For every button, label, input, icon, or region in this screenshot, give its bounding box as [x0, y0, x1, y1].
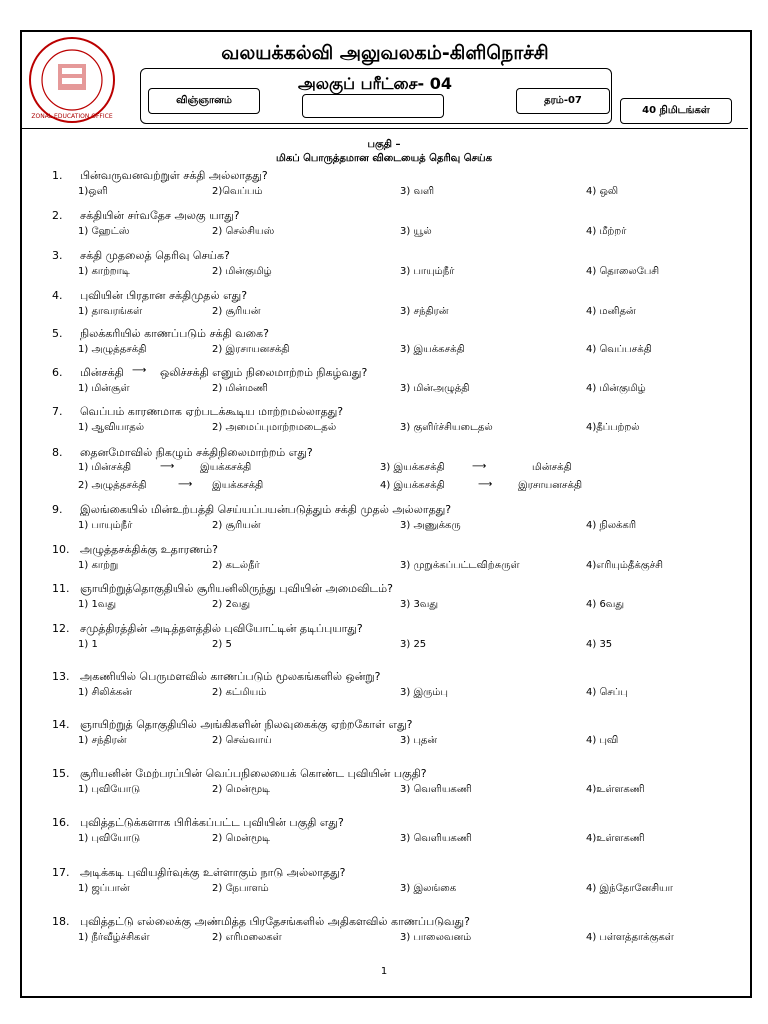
option-3: 3) சந்திரன்: [400, 306, 449, 317]
question-text: ஞாயிற்றுத்தொகுதியில் சூரியனிலிருந்து புவியின் அமைவிடம்?: [80, 582, 393, 595]
question-number: 3.: [52, 249, 63, 262]
option-3: 3) இரும்பு: [400, 687, 448, 698]
question-number: 16.: [52, 816, 70, 829]
question-number: 6.: [52, 366, 63, 379]
question-number: 10.: [52, 543, 70, 556]
option-2: 2) சூரியன்: [212, 520, 261, 531]
option-3: 3) வெளியகணி: [400, 784, 472, 795]
zonal-education-office-logo: [28, 36, 116, 124]
option-4: 4)தீப்பற்றல்: [586, 422, 640, 433]
question-text: புவியின் பிரதான சக்திமுதல் எது?: [80, 289, 248, 302]
subject-box: விஞ்ஞானம்: [148, 88, 260, 114]
option-3: 3) இலங்கை: [400, 883, 457, 894]
option-4: 4)உள்ளகணி: [586, 833, 645, 844]
option-3-to: இயக்கசக்தி: [212, 480, 264, 491]
option-3: 3) யூல்: [400, 226, 432, 237]
question-text: அடிக்கடி புவியதிர்வுக்கு உள்ளாகும் நாடு அல்லாதது?: [80, 866, 346, 879]
question-text: புவித்தட்டு எல்லைக்கு அண்மித்த பிரதேசங்களில் அதிகளவில் காணப்படுவது?: [80, 915, 470, 928]
header-divider: [22, 128, 748, 129]
option-4: 4) செப்பு: [586, 687, 628, 698]
option-1: 1) 1வது: [78, 599, 117, 610]
option-1: 1) நீர்வீழ்ச்சிகள்: [78, 932, 150, 943]
option-2: 2) செல்சியஸ்: [212, 226, 275, 237]
question-text: வெப்பம் காரணமாக ஏற்படக்கூடிய மாற்றமல்லாதது?: [80, 405, 344, 418]
option-2: 2) மென்மூடி: [212, 784, 271, 795]
question-number: 8.: [52, 446, 63, 459]
option-1: 1) தாவரங்கள்: [78, 306, 143, 317]
question-text: அழுத்தசக்திக்கு உதாரணம்?: [80, 543, 218, 556]
option-2: 2) மின்மணி: [212, 383, 268, 394]
option-2-to: மின்சக்தி: [532, 462, 572, 473]
option-1: 1) ஹேட்ஸ்: [78, 226, 130, 237]
question-number: 2.: [52, 209, 63, 222]
question-number: 15.: [52, 767, 70, 780]
part-label: பகுதி –: [367, 139, 401, 150]
option-1: 1) ஆவியாதல்: [78, 422, 145, 433]
option-1: 1) புவியோடு: [78, 833, 141, 844]
option-4-from: 4) இயக்கசக்தி: [380, 480, 445, 491]
option-4: 4) வெப்பசக்தி: [586, 344, 652, 355]
option-2: 2) அமைப்புமாற்றமடைதல்: [212, 422, 337, 433]
option-3: 3) பாயும்நீர்: [400, 266, 455, 277]
option-1: 1) காற்றாடி: [78, 266, 130, 277]
option-4: 4) இந்தோனேசியா: [586, 883, 673, 894]
option-2: 2) கடல்நீர்: [212, 560, 260, 571]
question-text: ஞாயிற்றுத் தொகுதியில் அங்கிகளின் நிலவுகைக்கு ஏற்றகோள் எது?: [80, 718, 413, 731]
option-1: 1) 1: [78, 639, 98, 650]
office-title: வலயக்கல்வி அலுவலகம்-கிளிநொச்சி: [221, 42, 549, 64]
svg-text:ZONAL EDUCATION OFFICE: ZONAL EDUCATION OFFICE: [31, 113, 113, 120]
option-2: 2) செவ்வாய்: [212, 735, 272, 746]
arrow-icon: ⟶: [160, 461, 175, 472]
question-text: இலங்கையில் மின்உற்பத்தி செய்யப்பயன்படுத்தும் சக்தி முதல் அல்லாதது?: [80, 503, 452, 516]
question-number: 18.: [52, 915, 70, 928]
option-2: 2) 5: [212, 639, 232, 650]
option-3: 3) 3வது: [400, 599, 439, 610]
question-number: 13.: [52, 670, 70, 683]
option-1: 1) பாயும்நீர்: [78, 520, 133, 531]
option-2: 2)வெப்பம்: [212, 186, 263, 197]
question-number: 11.: [52, 582, 70, 595]
option-4: 4)எரியும்தீக்குச்சி: [586, 560, 663, 571]
question-text: நிலக்கரியில் காணப்படும் சக்தி வகை?: [80, 327, 269, 340]
option-3: 3) அணுக்கரு: [400, 520, 461, 531]
option-3: 3) புதன்: [400, 735, 438, 746]
duration-box: 40 நிமிடங்கள்: [620, 98, 732, 124]
question-number: 7.: [52, 405, 63, 418]
option-4-to: இரசாயனசக்தி: [518, 480, 583, 491]
arrow-icon: ⟶: [472, 461, 487, 472]
arrow-icon: ⟶: [178, 479, 193, 490]
question-text: தைனமோவில் நிகழும் சக்திநிலைமாற்றம் எது?: [80, 446, 313, 459]
option-1: 1) காற்று: [78, 560, 119, 571]
option-1: 1) ஜப்பான்: [78, 883, 130, 894]
option-3-from: 2) அழுத்தசக்தி: [78, 480, 147, 491]
option-3: 3) மின்அழுத்தி: [400, 383, 470, 394]
option-2: 2) மின்குமிழ்: [212, 266, 272, 277]
option-1: 1) சிலிக்கன்: [78, 687, 132, 698]
option-2: 2) நேபாளம்: [212, 883, 269, 894]
question-text: அகணியில் பெருமளவில் காணப்படும் மூலகங்களில் ஒன்று?: [80, 670, 381, 683]
option-1: 1) புவியோடு: [78, 784, 141, 795]
option-4: 4) மின்குமிழ்: [586, 383, 646, 394]
option-1: 1) சந்திரன்: [78, 735, 127, 746]
option-4: 4) மீற்றர்: [586, 226, 627, 237]
blank-name-box: [302, 94, 444, 118]
option-4: 4) ஒலி: [586, 186, 619, 197]
option-2: 2) கட்மியம்: [212, 687, 267, 698]
question-number: 9.: [52, 503, 63, 516]
question-number: 12.: [52, 622, 70, 635]
option-2: 2) இரசாயனசக்தி: [212, 344, 290, 355]
option-1: 1) அழுத்தசக்தி: [78, 344, 147, 355]
option-4: 4) நிலக்கரி: [586, 520, 637, 531]
grade-box: தரம்-07: [516, 88, 610, 114]
question-number: 1.: [52, 169, 63, 182]
question-text: புவித்தட்டுக்களாக பிரிக்கப்பட்ட புவியின் பகுதி எது?: [80, 816, 344, 829]
question-number: 4.: [52, 289, 63, 302]
option-3: 3) பாலைவனம்: [400, 932, 472, 943]
question-number: 5.: [52, 327, 63, 340]
question-text: மின்சக்தி: [80, 366, 124, 379]
option-3: 3) இயக்கசக்தி: [400, 344, 465, 355]
option-3: 3) 25: [400, 639, 427, 650]
question-number: 14.: [52, 718, 70, 731]
option-3: 3) வளி: [400, 186, 435, 197]
question-text: சமுத்திரத்தின் அடித்தளத்தில் புவியோட்டின் தடிப்புயாது?: [80, 622, 363, 635]
option-3: 3) முறுக்கப்பட்டவிற்சுருள்: [400, 560, 520, 571]
option-1: 1) மின்சூள்: [78, 383, 130, 394]
option-4: 4)உள்ளகணி: [586, 784, 645, 795]
option-1-from: 1) மின்சக்தி: [78, 462, 132, 473]
option-2-from: 3) இயக்கசக்தி: [380, 462, 445, 473]
option-2: 2) மென்மூடி: [212, 833, 271, 844]
option-1: 1)ஒளி: [78, 186, 108, 197]
option-1-to: இயக்கசக்தி: [200, 462, 252, 473]
question-text: சக்தியின் சர்வதேச அலகு யாது?: [80, 209, 240, 222]
option-2: 2) 2வது: [212, 599, 251, 610]
option-4: 4) 6வது: [586, 599, 625, 610]
question-text-cont: ஒலிச்சக்தி எனும் நிலைமாற்றம் நிகழ்வது?: [160, 366, 368, 379]
option-4: 4) மனிதன்: [586, 306, 636, 317]
question-text: சூரியனின் மேற்பரப்பின் வெப்பநிலையைக் கொண்ட புவியின் பகுதி?: [80, 767, 427, 780]
option-3: 3) வெளியகணி: [400, 833, 472, 844]
page-number: 1: [380, 966, 388, 977]
option-4: 4) தொலைபேசி: [586, 266, 660, 277]
instructions: மிகப் பொருத்தமான விடையைத் தெரிவு செய்க: [275, 153, 493, 164]
option-2: 2) சூரியன்: [212, 306, 261, 317]
exam-title: அலகுப் பரீட்சை- 04: [297, 74, 453, 93]
option-4: 4) பள்ளத்தாக்குகள்: [586, 932, 674, 943]
option-4: 4) 35: [586, 639, 613, 650]
question-text: சக்தி முதலைத் தெரிவு செய்க?: [80, 249, 230, 262]
option-3: 3) குளிர்ச்சியடைதல்: [400, 422, 493, 433]
arrow-icon: ⟶: [132, 365, 147, 376]
arrow-icon: ⟶: [478, 479, 493, 490]
option-2: 2) எரிமலைகள்: [212, 932, 282, 943]
question-text: பின்வருவனவற்றுள் சக்தி அல்லாதது?: [80, 169, 268, 182]
question-number: 17.: [52, 866, 70, 879]
option-4: 4) புவி: [586, 735, 619, 746]
